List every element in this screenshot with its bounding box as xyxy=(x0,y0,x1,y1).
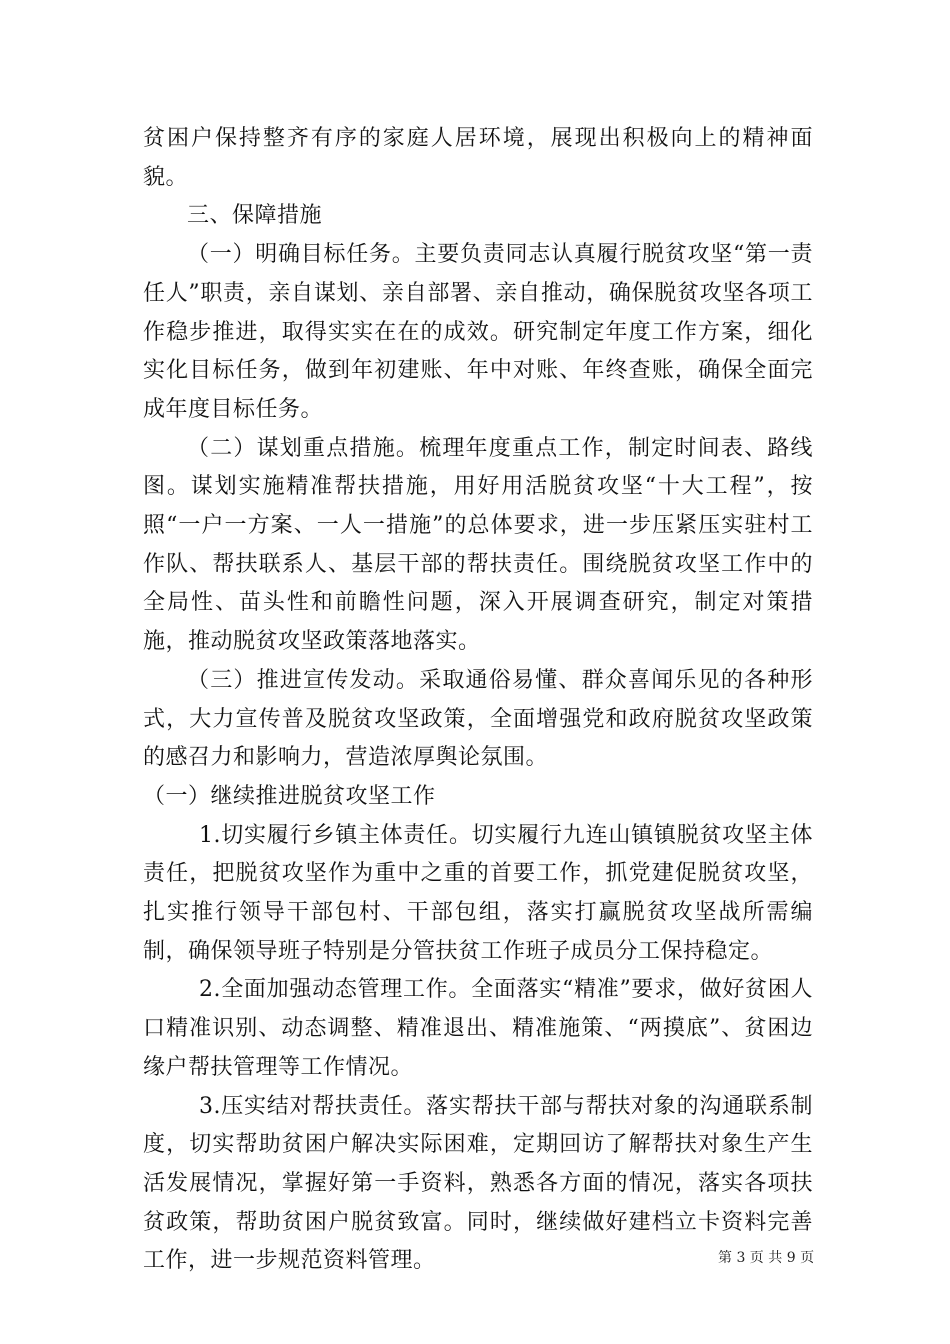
paragraph-continuation: 贫困户保持整齐有序的家庭人居环境，展现出积极向上的精神面貌。 xyxy=(143,126,813,190)
section-heading-safeguards: 三、保障措施 xyxy=(187,203,323,229)
document-body xyxy=(143,120,813,1281)
paragraph-publicity: （三）推进宣传发动。采取通俗易懂、群众喜闻乐见的各种形式，大力宣传普及脱贫攻坚政策，全面增强党和政府脱贫攻坚政策的感召力和影响力，营造浓厚舆论氛围。 xyxy=(143,667,813,771)
paragraph-clarify-goals: （一）明确目标任务。主要负责同志认真履行脱贫攻坚“第一责任人”职责，亲自谋划、亲自部署、亲自推动，确保脱贫攻坚各项工作稳步推进，取得实实在在的成效。研究制定年度工作方案，细化实化目标任务，做到年初建账、年中对账、年终查账，确保全面完成年度目标任务。 xyxy=(143,242,813,422)
list-item-3: 3.压实结对帮扶责任。落实帮扶干部与帮扶对象的沟通联系制度，切实帮助贫困户解决实际困难，定期回访了解帮扶对象生产生活发展情况，掌握好第一手资料，熟悉各方面的情况，落实各项扶贫政策，帮助贫困户脱贫致富。同时，继续做好建档立卡资料完善工作，进一步规范资料管理。 xyxy=(143,1093,813,1274)
subsection-heading-continue-work: （一）继续推进脱贫攻坚工作 xyxy=(143,783,436,809)
list-item-1: 1.切实履行乡镇主体责任。切实履行九连山镇镇脱贫攻坚主体责任，把脱贫攻坚作为重中之重的首要工作，抓党建促脱贫攻坚，扎实推行领导干部包村、干部包组，落实打赢脱贫攻坚战所需编制，确保领导班子特别是分管扶贫工作班子成员分工保持稳定。 xyxy=(143,822,813,964)
paragraph-key-measures: （二）谋划重点措施。梳理年度重点工作，制定时间表、路线图。谋划实施精准帮扶措施，用好用活脱贫攻坚“十大工程”，按照“一户一方案、一人一措施”的总体要求，进一步压紧压实驻村工作队、帮扶联系人、基层干部的帮扶责任。围绕脱贫攻坚工作中的全局性、苗头性和前瞻性问题，深入开展调查研究，制定对策措施，推动脱贫攻坚政策落地落实。 xyxy=(143,435,813,655)
list-item-2: 2.全面加强动态管理工作。全面落实“精准”要求，做好贫困人口精准识别、动态调整、精准退出、精准施策、“两摸底”、贫困边缘户帮扶管理等工作情况。 xyxy=(143,977,813,1080)
page-number-footer: 第 3 页 共 9 页 xyxy=(718,1250,815,1266)
